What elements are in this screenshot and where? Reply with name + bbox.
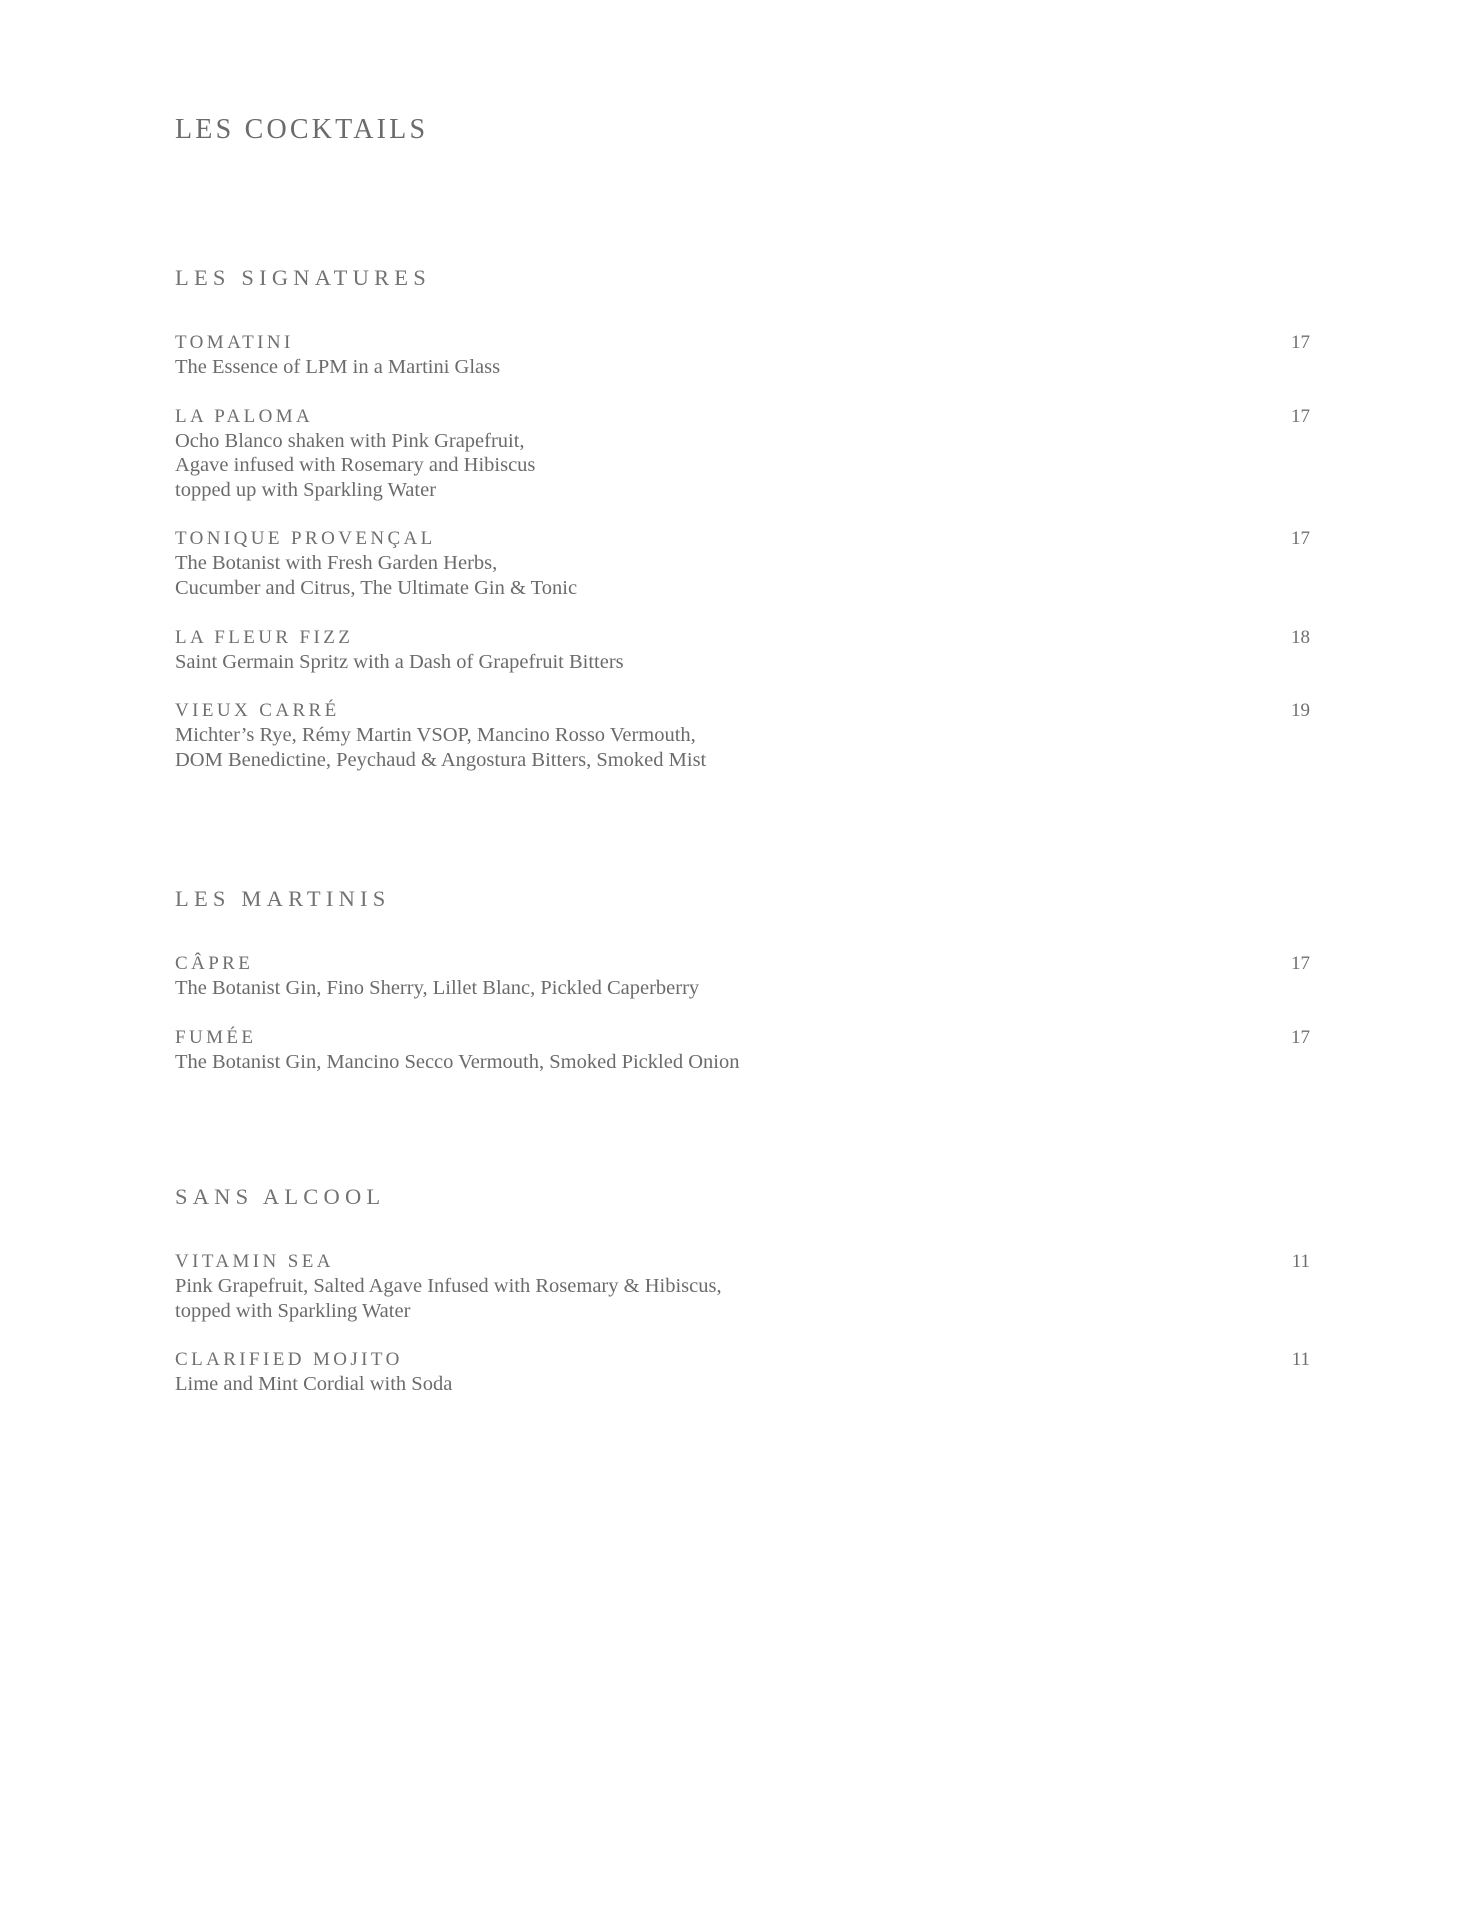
- section-title: LES SIGNATURES: [175, 265, 431, 290]
- section-title: LES MARTINIS: [175, 886, 391, 911]
- section-martinis: [175, 884, 1310, 1099]
- item-price: 19: [1291, 700, 1310, 722]
- section-sans-alcool: [175, 1182, 1310, 1422]
- item-list: [175, 331, 1310, 772]
- item-name: VIEUX CARRÉ: [175, 700, 340, 722]
- item-name: FUMÉE: [175, 1026, 257, 1048]
- menu-item-vitamin-sea: [175, 1250, 1310, 1323]
- item-list: [175, 952, 1310, 1074]
- item-name: TONIQUE PROVENÇAL: [175, 528, 436, 550]
- menu-item-tonique-provencal: [175, 527, 1310, 600]
- item-description: Lime and Mint Cordial with Soda: [175, 1373, 453, 1396]
- item-price: 11: [1291, 1251, 1310, 1272]
- page-title: LES COCKTAILS: [175, 114, 429, 145]
- item-price: 17: [1291, 953, 1310, 974]
- item-description: The Essence of LPM in a Martini Glass: [175, 356, 501, 378]
- menu-item-tomatini: [175, 331, 1310, 380]
- menu-item-vieux-carre: [175, 699, 1310, 772]
- item-price: 17: [1291, 1026, 1310, 1048]
- item-name: VITAMIN SEA: [175, 1251, 334, 1272]
- item-name: CLARIFIED MOJITO: [175, 1349, 403, 1371]
- item-name: LA PALOMA: [175, 405, 314, 427]
- item-description: Saint Germain Spritz with a Dash of Grapefruit Bitters: [175, 650, 624, 673]
- item-price: 11: [1291, 1349, 1310, 1371]
- item-description: Ocho Blanco shaken with Pink Grapefruit, Agave infused with Rosemary and Hibiscus topped up with Sparkling Water: [175, 429, 536, 501]
- item-description: The Botanist Gin, Mancino Secco Vermouth, Smoked Pickled Onion: [175, 1050, 740, 1073]
- item-price: 17: [1291, 528, 1310, 550]
- section-title: SANS ALCOOL: [175, 1184, 386, 1209]
- item-description: The Botanist with Fresh Garden Herbs, Cucumber and Citrus, The Ultimate Gin & Tonic: [175, 552, 578, 599]
- item-price: 17: [1291, 405, 1310, 427]
- section-signatures: [175, 263, 1310, 797]
- item-description: Pink Grapefruit, Salted Agave Infused with Rosemary & Hibiscus, topped with Sparkling Water: [175, 1275, 722, 1322]
- item-description: Michter’s Rye, Rémy Martin VSOP, Mancino Rosso Vermouth, DOM Benedictine, Peychaud & Angostura Bitters, Smoked Mist: [175, 724, 707, 771]
- item-list: [175, 1250, 1310, 1397]
- menu-item-la-fleur-fizz: [175, 626, 1310, 675]
- menu-item-la-paloma: [175, 405, 1310, 503]
- item-name: TOMATINI: [175, 332, 294, 353]
- item-name: LA FLEUR FIZZ: [175, 626, 354, 648]
- menu-item-capre: [175, 952, 1310, 1001]
- item-description: The Botanist Gin, Fino Sherry, Lillet Blanc, Pickled Caperberry: [175, 977, 700, 999]
- item-name: CÂPRE: [175, 953, 254, 974]
- menu-item-clarified-mojito: [175, 1348, 1310, 1397]
- menu-item-fumee: [175, 1026, 1310, 1075]
- item-price: 17: [1291, 332, 1310, 353]
- item-price: 18: [1291, 626, 1310, 648]
